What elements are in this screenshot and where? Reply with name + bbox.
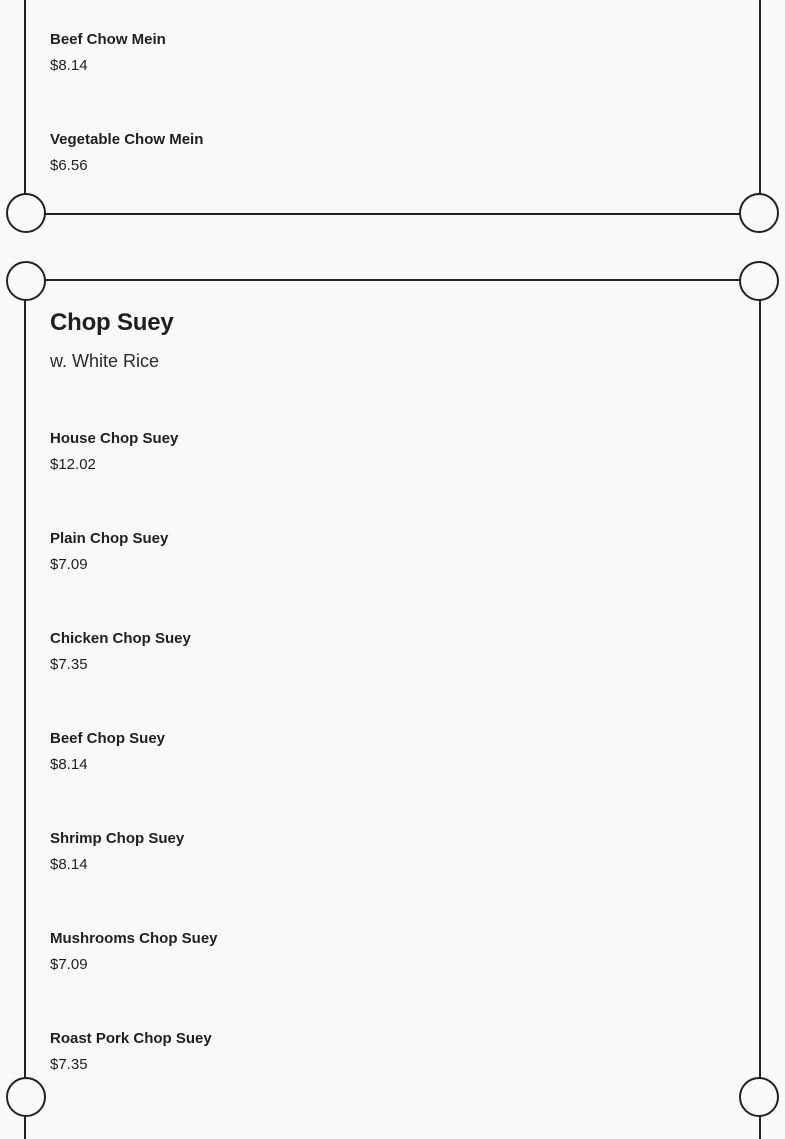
corner-ornament <box>739 193 779 233</box>
corner-ornament <box>6 261 46 301</box>
menu-item-name: Beef Chow Mein <box>50 31 166 48</box>
menu-item[interactable] <box>50 1029 735 1129</box>
menu-item-price: $6.56 <box>50 157 88 174</box>
menu-section-chow-mein <box>24 0 761 215</box>
corner-ornament <box>6 1077 46 1117</box>
menu-item-price: $7.09 <box>50 556 88 573</box>
menu-item-name: Vegetable Chow Mein <box>50 131 204 148</box>
menu-item-name: Shrimp Chop Suey <box>50 830 185 847</box>
menu-item-name: Plain Chop Suey <box>50 530 169 547</box>
corner-ornament <box>739 1077 779 1117</box>
menu-item[interactable] <box>50 729 735 829</box>
menu-item[interactable] <box>50 929 735 1029</box>
menu-item-name: House Chop Suey <box>50 430 179 447</box>
menu-item-price: $7.09 <box>50 956 88 973</box>
menu-item[interactable] <box>50 130 735 230</box>
menu-item-name: Roast Pork Chop Suey <box>50 1030 212 1047</box>
menu-item[interactable] <box>50 829 735 929</box>
menu-item-name: Beef Chop Suey <box>50 730 166 747</box>
menu-item-price: $8.14 <box>50 756 88 773</box>
menu-item[interactable] <box>50 30 735 130</box>
corner-ornament <box>739 261 779 301</box>
menu-item[interactable] <box>50 529 735 629</box>
menu-item-price: $7.35 <box>50 656 88 673</box>
corner-ornament <box>6 193 46 233</box>
section-title: Chop Suey <box>50 309 174 336</box>
section-subtitle: w. White Rice <box>50 351 160 371</box>
menu-item[interactable] <box>50 629 735 729</box>
menu-item-price: $12.02 <box>50 456 96 473</box>
menu-item-name: Chicken Chop Suey <box>50 630 191 647</box>
menu-item-name: Mushrooms Chop Suey <box>50 930 218 947</box>
menu-item-price: $7.35 <box>50 1056 88 1073</box>
menu-section-chop-suey <box>24 279 761 1139</box>
menu-item-price: $8.14 <box>50 856 88 873</box>
menu-item[interactable] <box>50 429 735 529</box>
menu-item-price: $8.14 <box>50 57 88 74</box>
